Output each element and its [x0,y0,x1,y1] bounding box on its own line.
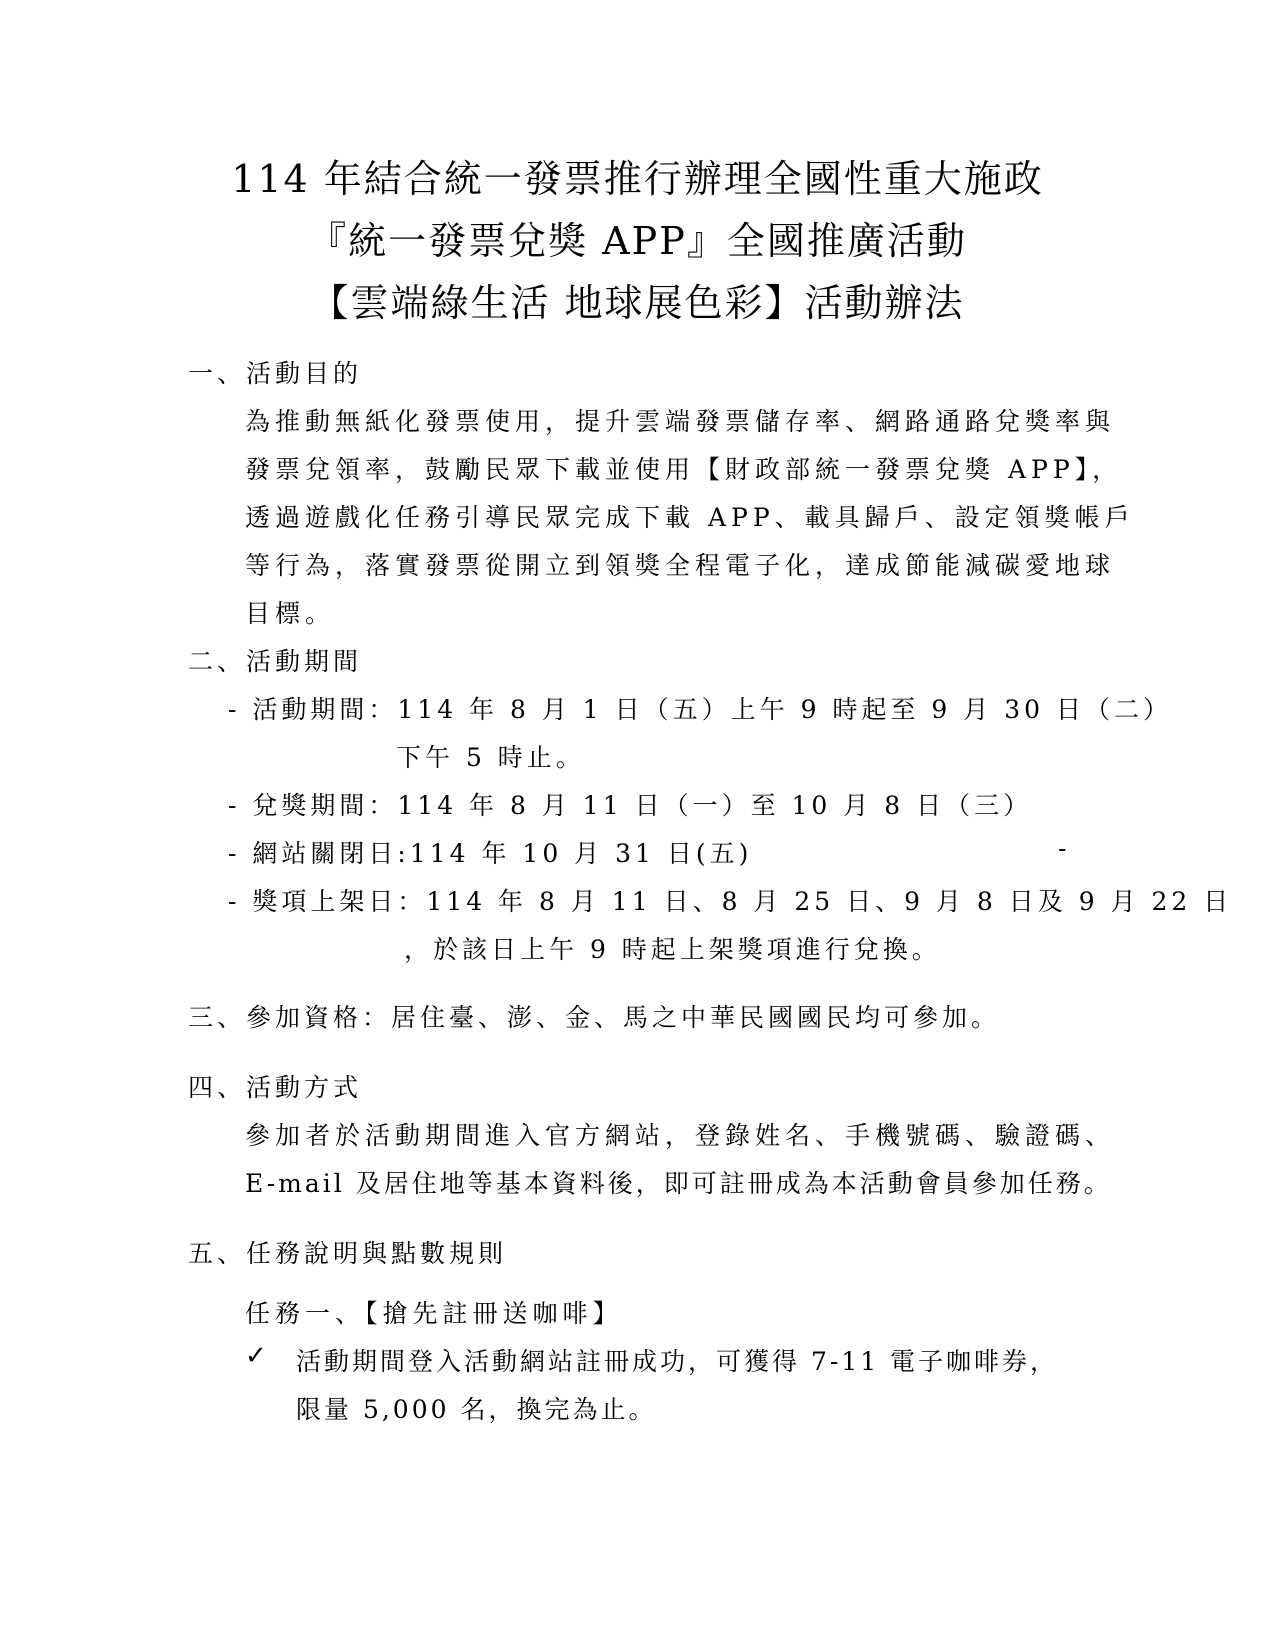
period-item-activity: - 活動期間：114 年 8 月 1 日（五）上午 9 時起至 9 月 30 日（二） [228,695,1172,724]
period-item-redemption: - 兌獎期間：114 年 8 月 11 日（一）至 10 月 8 日（三） [228,791,1033,820]
trailing-dash: - [1058,834,1071,863]
section-1-paragraph-line: 等行為，落實發票從開立到領獎全程電子化，達成節能減碳愛地球 [245,551,1116,580]
section-1-paragraph-line: 透過遊戲化任務引導民眾完成下載 APP、載具歸戶、設定領獎帳戶 [245,503,1135,532]
section-3-heading: 三、參加資格：居住臺、澎、金、馬之中華民國國民均可參加。 [188,1003,1001,1032]
check-icon: ✓ [245,1341,271,1371]
task-1-title: 任務一、【搶先註冊送咖啡】 [245,1299,623,1328]
section-5-heading: 五、任務說明與點數規則 [188,1239,508,1268]
section-1-paragraph-line: 發票兌領率，鼓勵民眾下載並使用【財政部統一發票兌獎 APP】， [245,455,1123,484]
section-1-paragraph-line: 為推動無紙化發票使用，提升雲端發票儲存率、網路通路兌獎率與 [245,407,1116,436]
title-line-2: 『統一發票兌獎 APP』全國推廣活動 [308,219,967,263]
section-1-heading: 一、活動目的 [188,359,363,388]
period-item-activity-continuation: 下午 5 時止。 [396,743,585,772]
title-line-1: 114 年結合統一發票推行辦理全國性重大施政 [231,157,1044,201]
section-4-paragraph-line: 參加者於活動期間進入官方網站，登錄姓名、手機號碼、驗證碼、 [245,1121,1116,1150]
section-4-paragraph-line: E-mail 及居住地等基本資料後，即可註冊成為本活動會員參加任務。 [245,1169,1112,1198]
period-item-prize-listing-continuation: ，於該日上午 9 時起上架獎項進行兌換。 [404,935,941,964]
section-1-paragraph-line: 目標。 [245,599,336,628]
document-title [0,148,1275,334]
period-item-site-close: - 網站關閉日:114 年 10 月 31 日(五) [228,839,753,868]
task-1-detail-line: 活動期間登入活動網站註冊成功，可獲得 7-11 電子咖啡券， [296,1347,1059,1376]
section-4-heading: 四、活動方式 [188,1073,363,1102]
task-1-detail-line: 限量 5,000 名，換完為止。 [296,1395,657,1424]
period-item-prize-listing: - 獎項上架日：114 年 8 月 11 日、8 月 25 日、9 月 8 日及 9 月 22 日 [228,887,1233,916]
section-2-heading: 二、活動期間 [188,647,363,676]
title-line-3: 【雲端綠生活 地球展色彩】活動辦法 [310,281,965,325]
